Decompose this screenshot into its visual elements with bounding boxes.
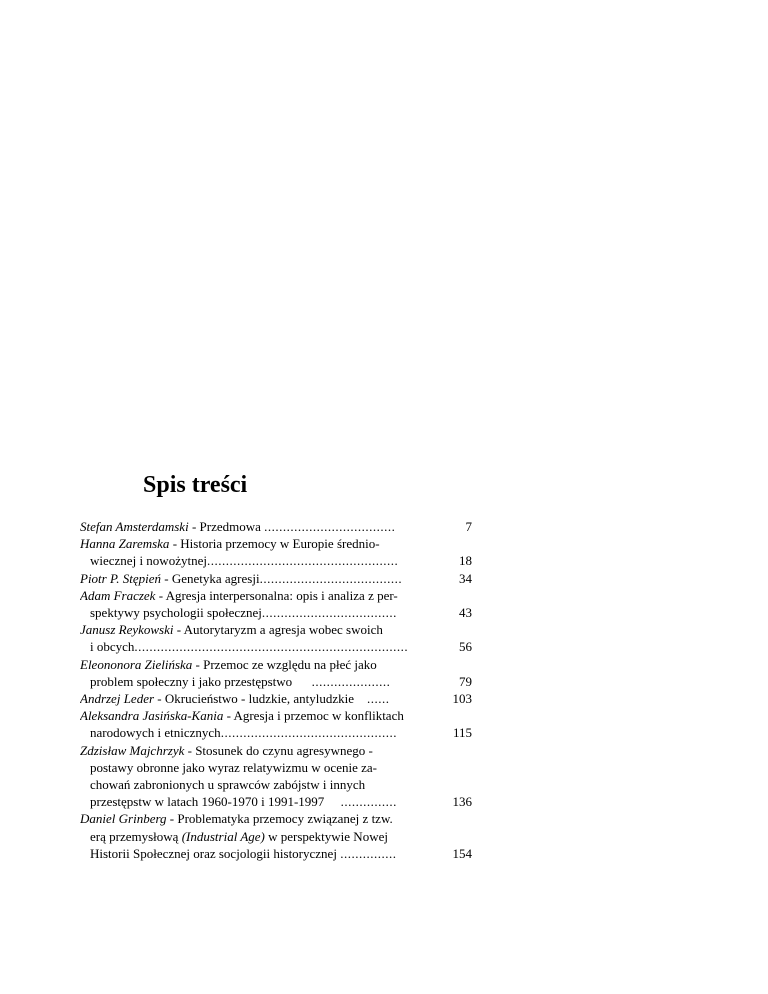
entry-title: - Historia przemocy w Europie średnio- xyxy=(169,536,380,552)
dot-leader: ...... xyxy=(367,691,390,707)
entry-title: - Przemoc ze względu na płeć jako xyxy=(192,656,377,672)
entry-author: Janusz Reykowski xyxy=(80,622,174,638)
entry-author: Piotr P. Stępień xyxy=(80,570,162,586)
entry-author: Eleononora Zielińska xyxy=(80,656,193,672)
entry-title-continued: Historii Społecznej oraz socjologii historycznej xyxy=(90,845,341,861)
page-number: 7 xyxy=(465,519,472,534)
dot-leader: ............................................... xyxy=(220,725,397,741)
dot-leader: ...................................... xyxy=(259,570,403,586)
dot-leader: ................................... xyxy=(264,519,396,534)
page-number: 136 xyxy=(452,794,472,810)
toc-entry-zaremska xyxy=(80,535,472,569)
page-number: 115 xyxy=(452,725,472,741)
entry-title: - Problematyka przemocy związanej z tzw. xyxy=(166,811,393,827)
entry-title: - Stosunek do czynu agresywnego - xyxy=(184,742,373,758)
entry-author: Daniel Grinberg xyxy=(80,811,167,827)
page-number: 56 xyxy=(459,639,472,655)
entry-title: - Genetyka agresji xyxy=(161,570,260,586)
entry-title-continued: przestępstw w latach 1960-1970 i 1991-1997 xyxy=(90,794,341,810)
toc-entry-reykowski xyxy=(80,621,472,655)
dot-leader: ..................... xyxy=(311,673,391,689)
page-number: 103 xyxy=(452,691,472,707)
entry-title-continued: w perspektywie Nowej xyxy=(264,828,388,844)
toc-entry-fraczek xyxy=(80,587,472,621)
entry-title-italic-term: (Industrial Age) xyxy=(181,828,265,844)
dot-leader: ......................................................................... xyxy=(134,639,409,655)
entry-title: - Agresja i przemoc w konfliktach xyxy=(223,708,404,724)
entry-author: Zdzisław Majchrzyk xyxy=(80,742,185,758)
toc-entry-leder xyxy=(80,690,472,707)
entry-title-continued: wiecznej i nowożytnej xyxy=(90,553,207,569)
page-number: 43 xyxy=(459,605,472,621)
entry-title-continued: chowań zabronionych u sprawców zabójstw i innych xyxy=(90,777,366,793)
dot-leader: .................................... xyxy=(261,605,397,621)
toc-entry-stepien xyxy=(80,570,472,587)
entry-author: Andrzej Leder xyxy=(80,691,155,707)
dot-leader: ............... xyxy=(340,794,397,810)
table-of-contents xyxy=(80,518,472,862)
entry-title-continued: spektywy psychologii społecznej xyxy=(90,605,262,621)
page-number: 34 xyxy=(459,570,472,586)
entry-title: - Przedmowa xyxy=(188,519,265,534)
entry-author: Stefan Amsterdamski xyxy=(80,519,189,534)
toc-entry-zielinska xyxy=(80,656,472,690)
entry-title-continued: postawy obronne jako wyraz relatywizmu w ocenie za- xyxy=(90,759,377,775)
page-number: 79 xyxy=(459,673,472,689)
entry-title: - Agresja interpersonalna: opis i analiza z per- xyxy=(155,587,398,603)
entry-title-continued: problem społeczny i jako przestępstwo xyxy=(90,673,312,689)
toc-entry-majchrzyk xyxy=(80,742,472,811)
entry-author: Aleksandra Jasińska-Kania xyxy=(80,708,224,724)
entry-author: Hanna Zaremska xyxy=(80,536,170,552)
page-title: Spis treści xyxy=(143,472,248,498)
entry-title-continued: erą przemysłową xyxy=(90,828,182,844)
dot-leader: ................................................... xyxy=(206,553,399,569)
dot-leader: ............... xyxy=(340,845,397,861)
entry-author: Adam Fraczek xyxy=(80,587,156,603)
page-number: 18 xyxy=(459,553,472,569)
entry-title-continued: i obcych xyxy=(90,639,135,655)
entry-title: - Okrucieństwo - ludzkie, antyludzkie xyxy=(154,691,368,707)
toc-entry-jasinska-kania xyxy=(80,707,472,741)
toc-entry-amsterdamski xyxy=(80,518,472,535)
toc-entry-grinberg xyxy=(80,810,472,862)
page-number: 154 xyxy=(452,845,472,861)
entry-title-continued: narodowych i etnicznych xyxy=(90,725,221,741)
entry-title: - Autorytaryzm a agresja wobec swoich xyxy=(173,622,383,638)
